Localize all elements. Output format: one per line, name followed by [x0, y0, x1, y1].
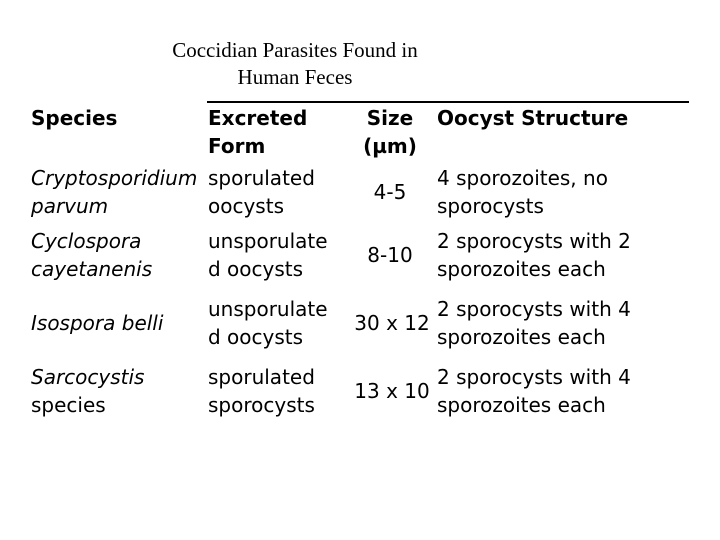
title-line-2: Human Feces [237, 65, 353, 89]
structure-cell: 2 sporocysts with 4 sporozoites each [437, 365, 631, 417]
structure-cell: 4 sporozoites, no sporocysts [437, 166, 608, 218]
species-cryptosporidium: Cryptosporidium parvum [31, 166, 198, 218]
species-sarcocystis: Sarcocystis [31, 365, 145, 389]
form-cell: unsporulate d oocysts [208, 229, 328, 281]
header-species: Species [31, 106, 118, 130]
form-cell: sporulated oocysts [208, 166, 315, 218]
header-rule [207, 101, 689, 103]
size-cell: 4-5 [373, 180, 407, 204]
size-cell: 13 x 10 [354, 379, 430, 403]
structure-cell: 2 sporocysts with 4 sporozoites each [437, 297, 631, 349]
form-cell: sporulated sporocysts [208, 365, 315, 417]
structure-cell: 2 sporocysts with 2 sporozoites each [437, 229, 631, 281]
species-cyclospora: Cyclospora cayetanenis [31, 229, 153, 281]
species-isospora: Isospora belli [31, 311, 164, 335]
form-cell: unsporulate d oocysts [208, 297, 328, 349]
header-size: Size (µm) [363, 106, 417, 158]
title-line-1: Coccidian Parasites Found in [172, 38, 418, 62]
header-oocyst-structure: Oocyst Structure [437, 106, 629, 130]
size-cell: 30 x 12 [354, 311, 430, 335]
size-cell: 8-10 [367, 243, 413, 267]
species-sarcocystis-suffix: species [31, 393, 106, 417]
header-excreted-form: Excreted Form [208, 106, 308, 158]
